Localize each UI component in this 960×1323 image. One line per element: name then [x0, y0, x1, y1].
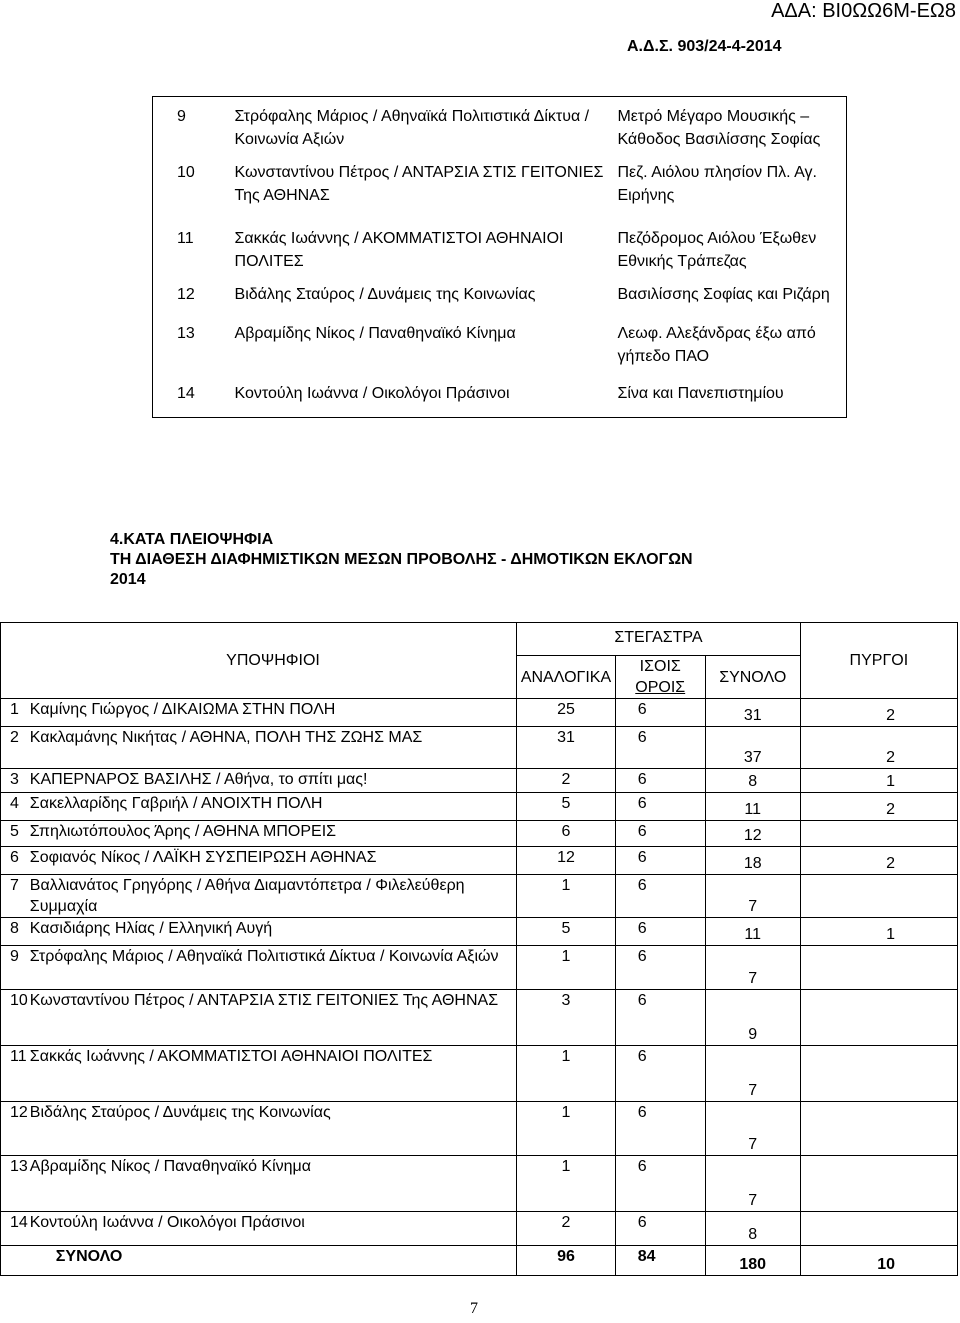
location-row-place: Πεζ. Αιόλου πλησίον Πλ. Αγ. Ειρήνης	[617, 164, 817, 204]
synolo-value: 8	[705, 769, 800, 793]
candidate-number: 7	[1, 875, 28, 918]
location-row-number: 14	[177, 385, 195, 402]
candidate-number: 8	[1, 918, 28, 946]
analogika-value: 25	[517, 699, 615, 727]
candidate-number: 4	[1, 793, 28, 821]
location-row-place: Μετρό Μέγαρο Μουσικής – Κάθοδος Βασιλίσσης Σοφίας	[617, 108, 821, 148]
pyrgoi-value: 2	[800, 847, 957, 875]
candidate-name: Κακλαμάνης Νικήτας / ΑΘΗΝΑ, ΠΟΛΗ ΤΗΣ ΖΩΗΣ ΜΑΣ	[28, 727, 517, 769]
analogika-value: 2	[517, 1212, 615, 1246]
location-row	[153, 157, 847, 217]
analogika-value: 31	[517, 727, 615, 769]
candidate-row	[1, 847, 958, 875]
isois-value: 6	[615, 946, 705, 990]
candidate-name: Κωνσταντίνου Πέτρος / ΑΝΤΑΡΣΙΑ ΣΤΙΣ ΓΕΙΤΟΝΙΕΣ Της ΑΘΗΝΑΣ	[28, 990, 517, 1046]
total-analogika: 96	[517, 1246, 615, 1276]
header-synolo: ΣΥΝΟΛΟ	[705, 656, 800, 699]
location-row-place: Βασιλίσσης Σοφίας και Ριζάρη	[617, 286, 830, 303]
location-row-place: Σίνα και Πανεπιστημίου	[617, 385, 784, 402]
synolo-value: 12	[705, 821, 800, 847]
isois-value: 6	[615, 699, 705, 727]
candidate-row	[1, 699, 958, 727]
candidate-name: Καμίνης Γιώργος / ΔΙΚΑΙΩΜΑ ΣΤΗΝ ΠΟΛΗ	[28, 699, 517, 727]
header-analogika: ΑΝΑΛΟΓΙΚΑ	[517, 656, 615, 699]
candidate-name: Στρόφαλης Μάριος / Αθηναϊκά Πολιτιστικά Δίκτυα / Κοινωνία Αξιών	[28, 946, 517, 990]
pyrgoi-value	[800, 990, 957, 1046]
candidate-number: 9	[1, 946, 28, 990]
candidate-name: Σακελλαρίδης Γαβριήλ / ΑΝΟΙΧΤΗ ΠΟΛΗ	[28, 793, 517, 821]
location-row-number: 13	[177, 325, 195, 342]
analogika-value: 12	[517, 847, 615, 875]
header-isois	[615, 656, 705, 699]
candidate-name: Αβραμίδης Νίκος / Παναθηναϊκό Κίνημα	[28, 1156, 517, 1212]
pyrgoi-value: 2	[800, 699, 957, 727]
analogika-value: 2	[517, 769, 615, 793]
candidate-row	[1, 769, 958, 793]
analogika-value: 3	[517, 990, 615, 1046]
section-heading	[110, 530, 693, 590]
location-row-place: Λεωφ. Αλεξάνδρας έξω από γήπεδο ΠΑΟ	[617, 325, 816, 365]
page-number: 7	[470, 1300, 478, 1317]
candidate-number: 14	[1, 1212, 28, 1246]
isois-value: 6	[615, 821, 705, 847]
heading-line-1: 4.ΚΑΤΑ ΠΛΕΙΟΨΗΦΙΑ	[110, 531, 274, 548]
candidate-number: 6	[1, 847, 28, 875]
candidate-row	[1, 918, 958, 946]
header-stegastra: ΣΤΕΓΑΣΤΡΑ	[517, 623, 800, 656]
ada-code: ΑΔΑ: ΒΙ0ΩΩ6Μ-ΕΩ8	[771, 0, 956, 22]
location-row	[153, 279, 847, 318]
location-row-name: Κωνσταντίνου Πέτρος / ΑΝΤΑΡΣΙΑ ΣΤΙΣ ΓΕΙΤΟΝΙΕΣ Της ΑΘΗΝΑΣ	[234, 164, 604, 204]
candidate-row	[1, 821, 958, 847]
isois-value: 6	[615, 1102, 705, 1156]
allocation-table	[0, 622, 958, 1276]
isois-value: 6	[615, 847, 705, 875]
synolo-value: 11	[705, 918, 800, 946]
candidate-name: Βιδάλης Σταύρος / Δυνάμεις της Κοινωνίας	[28, 1102, 517, 1156]
candidate-row	[1, 793, 958, 821]
isois-value: 6	[615, 1046, 705, 1102]
pyrgoi-value	[800, 821, 957, 847]
isois-value: 6	[615, 990, 705, 1046]
location-row	[153, 378, 847, 418]
isois-value: 6	[615, 727, 705, 769]
candidate-number: 11	[1, 1046, 28, 1102]
pyrgoi-value	[800, 875, 957, 918]
header-isois-line-2: ΟΡΟΙΣ	[635, 679, 686, 696]
synolo-value: 31	[705, 699, 800, 727]
synolo-value: 18	[705, 847, 800, 875]
total-row	[1, 1246, 958, 1276]
synolo-value: 37	[705, 727, 800, 769]
location-row-name: Σακκάς Ιωάννης / ΑΚΟΜΜΑΤΙΣΤΟΙ ΑΘΗΝΑΙΟΙ ΠΟΛΙΤΕΣ	[234, 230, 564, 270]
candidate-row	[1, 875, 958, 918]
location-row-name: Βιδάλης Σταύρος / Δυνάμεις της Κοινωνίας	[234, 286, 536, 303]
analogika-value: 1	[517, 1046, 615, 1102]
candidate-name: ΚΑΠΕΡΝΑΡΟΣ ΒΑΣΙΛΗΣ / Αθήνα, το σπίτι μας!	[28, 769, 517, 793]
analogika-value: 1	[517, 875, 615, 918]
candidate-row	[1, 1156, 958, 1212]
analogika-value: 1	[517, 1102, 615, 1156]
candidate-number: 12	[1, 1102, 28, 1156]
location-row	[153, 318, 847, 378]
location-row-name: Κοντούλη Ιωάννα / Οικολόγοι Πράσινοι	[234, 385, 510, 402]
locations-table	[152, 96, 847, 418]
location-row-name: Στρόφαλης Μάριος / Αθηναϊκά Πολιτιστικά Δίκτυα / Κοινωνία Αξιών	[234, 108, 590, 148]
synolo-value: 8	[705, 1212, 800, 1246]
synolo-value: 7	[705, 1046, 800, 1102]
synolo-value: 7	[705, 875, 800, 918]
header-isois-line-1: ΙΣΟΙΣ	[639, 658, 681, 675]
candidate-number: 5	[1, 821, 28, 847]
header-candidates: ΥΠΟΨΗΦΙΟΙ	[28, 623, 517, 699]
isois-value: 6	[615, 1156, 705, 1212]
location-row-number: 10	[177, 164, 195, 181]
pyrgoi-value	[800, 1212, 957, 1246]
pyrgoi-value	[800, 1102, 957, 1156]
pyrgoi-value	[800, 946, 957, 990]
total-isois: 84	[615, 1246, 705, 1276]
heading-line-3: 2014	[110, 571, 146, 588]
synolo-value: 11	[705, 793, 800, 821]
isois-value: 6	[615, 918, 705, 946]
candidate-name: Κοντούλη Ιωάννα / Οικολόγοι Πράσινοι	[28, 1212, 517, 1246]
location-row-place: Πεζόδρομος Αιόλου Έξωθεν Εθνικής Τράπεζας	[617, 230, 817, 270]
candidate-name: Βαλλιανάτος Γρηγόρης / Αθήνα Διαμαντόπετρα / Φιλελεύθερη Συμμαχία	[28, 875, 517, 918]
location-row-number: 9	[177, 108, 186, 125]
synolo-value: 7	[705, 1102, 800, 1156]
candidate-number: 10	[1, 990, 28, 1046]
candidate-number: 2	[1, 727, 28, 769]
heading-line-2: ΤΗ ΔΙΑΘΕΣΗ ΔΙΑΦΗΜΙΣΤΙΚΩΝ ΜΕΣΩΝ ΠΡΟΒΟΛΗΣ - ΔΗΜΟΤΙΚΩΝ ΕΚΛΟΓΩΝ	[110, 551, 693, 568]
pyrgoi-value: 1	[800, 769, 957, 793]
pyrgoi-value: 1	[800, 918, 957, 946]
analogika-value: 1	[517, 1156, 615, 1212]
total-label: ΣΥΝΟΛΟ	[28, 1246, 517, 1276]
synolo-value: 7	[705, 1156, 800, 1212]
total-pyrgoi: 10	[800, 1246, 957, 1276]
candidate-row	[1, 1102, 958, 1156]
candidate-name: Σπηλιωτόπουλος Άρης / ΑΘΗΝΑ ΜΠΟΡΕΙΣ	[28, 821, 517, 847]
candidate-number: 1	[1, 699, 28, 727]
candidate-name: Σοφιανός Νίκος / ΛΑΪΚΗ ΣΥΣΠΕΙΡΩΣΗ ΑΘΗΝΑΣ	[28, 847, 517, 875]
location-row-number: 11	[177, 230, 194, 247]
pyrgoi-value: 2	[800, 793, 957, 821]
header-pyrgoi: ΠΥΡΓΟΙ	[800, 623, 957, 699]
candidate-row	[1, 990, 958, 1046]
analogika-value: 5	[517, 918, 615, 946]
isois-value: 6	[615, 875, 705, 918]
candidate-row	[1, 946, 958, 990]
isois-value: 6	[615, 793, 705, 821]
protocol-number: Α.Δ.Σ. 903/24-4-2014	[627, 38, 782, 55]
analogika-value: 1	[517, 946, 615, 990]
candidate-row	[1, 727, 958, 769]
location-row	[153, 217, 847, 279]
candidate-row	[1, 1212, 958, 1246]
pyrgoi-value	[800, 1156, 957, 1212]
pyrgoi-value: 2	[800, 727, 957, 769]
candidate-row	[1, 1046, 958, 1102]
candidate-name: Σακκάς Ιωάννης / ΑΚΟΜΜΑΤΙΣΤΟΙ ΑΘΗΝΑΙΟΙ ΠΟΛΙΤΕΣ	[28, 1046, 517, 1102]
candidate-name: Κασιδιάρης Ηλίας / Ελληνική Αυγή	[28, 918, 517, 946]
candidate-number: 3	[1, 769, 28, 793]
synolo-value: 7	[705, 946, 800, 990]
candidate-number: 13	[1, 1156, 28, 1212]
analogika-value: 6	[517, 821, 615, 847]
synolo-value: 9	[705, 990, 800, 1046]
analogika-value: 5	[517, 793, 615, 821]
table-header-row	[1, 623, 958, 656]
isois-value: 6	[615, 769, 705, 793]
location-row	[153, 97, 847, 158]
isois-value: 6	[615, 1212, 705, 1246]
pyrgoi-value	[800, 1046, 957, 1102]
location-row-number: 12	[177, 286, 195, 303]
location-row-name: Αβραμίδης Νίκος / Παναθηναϊκό Κίνημα	[234, 325, 516, 342]
total-synolo: 180	[705, 1246, 800, 1276]
